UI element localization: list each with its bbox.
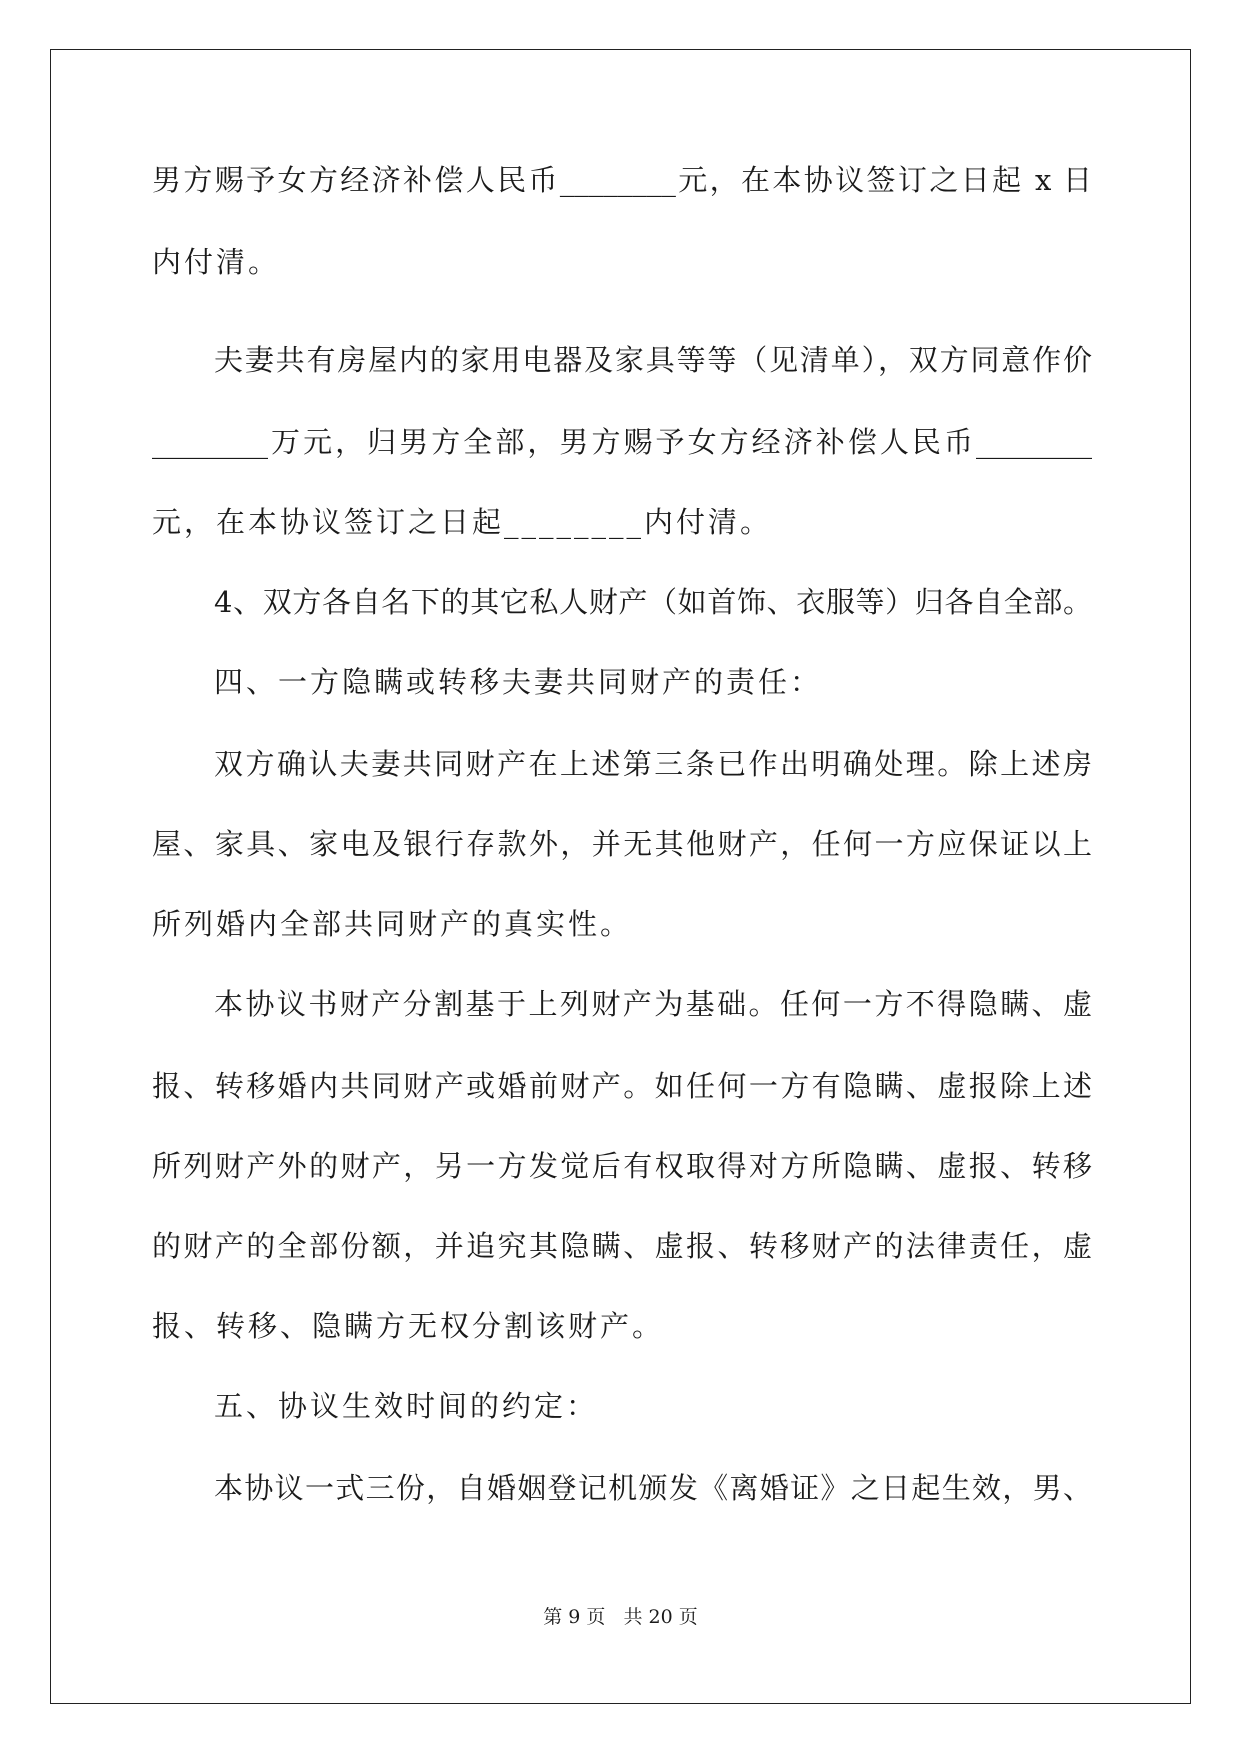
text-line: 4、双方各自名下的其它私人财产（如首饰、衣服等）归各自全部。 (214, 585, 1092, 619)
text-line: 双方确认夫妻共同财产在上述第三条已作出明确处理。除上述房 (214, 747, 1092, 781)
text-line: 屋、家具、家电及银行存款外，并无其他财产，任何一方应保证以上 (152, 827, 1092, 861)
text-line: 男方赐予女方经济补偿人民币________元，在本协议签订之日起 x 日 (152, 163, 1092, 197)
text-line: 夫妻共有房屋内的家用电器及家具等等（见清单），双方同意作价 (214, 343, 1092, 377)
section-heading: 四、一方隐瞒或转移夫妻共同财产的责任： (214, 665, 823, 699)
page-footer (0, 1604, 1241, 1630)
section-heading: 五、协议生效时间的约定： (214, 1389, 599, 1423)
page-total: 共 20 页 (623, 1606, 698, 1628)
text-line: 报、转移婚内共同财产或婚前财产。如任何一方有隐瞒、虚报除上述 (152, 1069, 1092, 1103)
text-line: 内付清。 (152, 245, 281, 279)
text-line: 元，在本协议签订之日起________内付清。 (152, 505, 773, 539)
page-border (50, 49, 1191, 1704)
text-line: 的财产的全部份额，并追究其隐瞒、虚报、转移财产的法律责任，虚 (152, 1229, 1092, 1263)
text-line: ________万元，归男方全部，男方赐予女方经济补偿人民币________ (152, 425, 1092, 459)
text-line: 报、转移、隐瞒方无权分割该财产。 (152, 1309, 665, 1343)
text-line: 所列婚内全部共同财产的真实性。 (152, 907, 633, 941)
text-line: 所列财产外的财产，另一方发觉后有权取得对方所隐瞒、虚报、转移 (152, 1149, 1092, 1183)
text-line: 本协议书财产分割基于上列财产为基础。任何一方不得隐瞒、虚 (214, 987, 1092, 1021)
text-line: 本协议一式三份，自婚姻登记机颁发《离婚证》之日起生效，男、 (214, 1471, 1092, 1505)
page-number: 第 9 页 (543, 1606, 606, 1628)
